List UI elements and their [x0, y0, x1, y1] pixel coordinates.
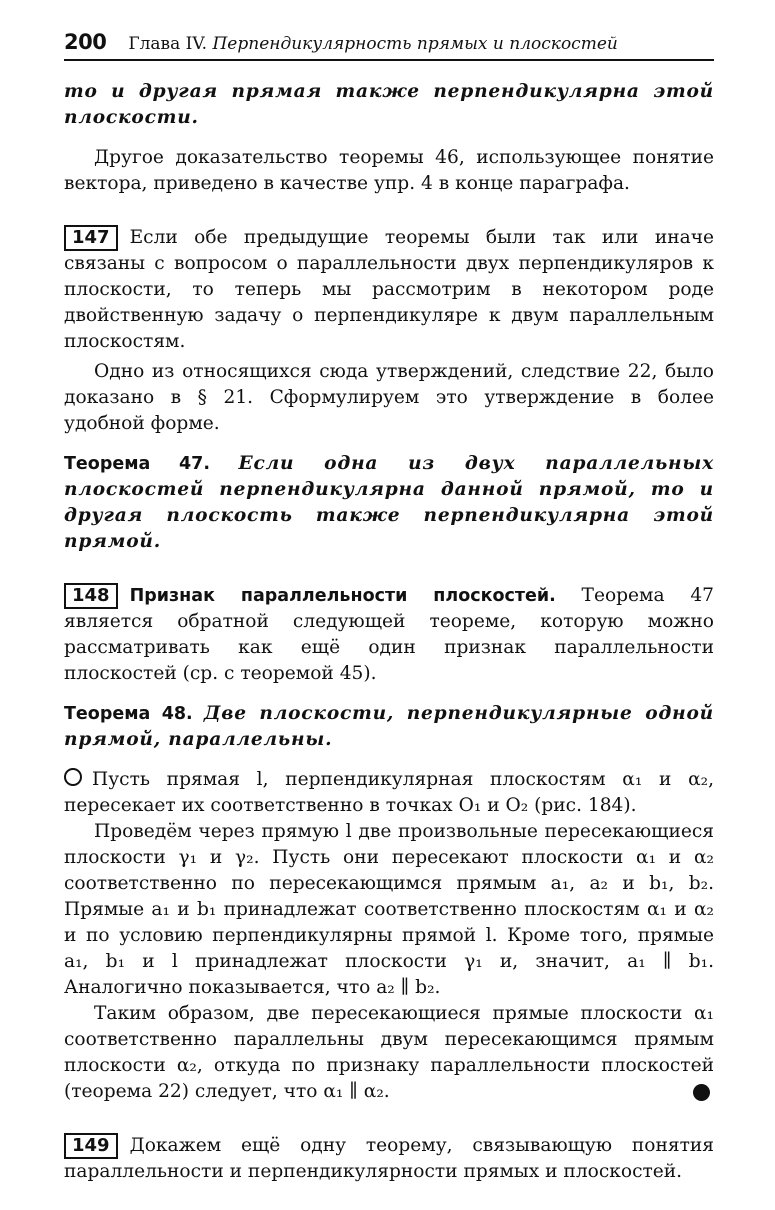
theorem-48 [64, 701, 714, 753]
proof-paragraph-1 [64, 767, 714, 819]
alt-proof-paragraph: Другое доказательство теоремы 46, использующее понятие вектора, приведено в качестве упр. 4 в конце параграфа. [64, 147, 714, 194]
book-page [64, 30, 714, 1185]
chapter-title: Перпендикулярность прямых и плоскостей [212, 34, 618, 54]
section-147-text2: Одно из относящихся сюда утверждений, следствие 22, было доказано в § 21. Сформулируем это утверждение в более удобной форме. [64, 361, 714, 434]
section-148-title: Признак параллельности плоскостей. [129, 586, 556, 606]
intro-paragraph: то и другая прямая также перпендикулярна этой плоскости. [64, 81, 714, 128]
proof-text-1: Пусть прямая l, перпендикулярная плоскостям α₁ и α₂, пересекает их соответственно в точках O₁ и O₂ (рис. 184). [64, 769, 714, 816]
theorem-47-text: Если одна из двух параллельных плоскостей перпендикулярна данной прямой, то и другая плоскость также перпендикулярна этой прямой. [64, 453, 715, 552]
theorem-47-label: Теорема 47. [64, 454, 210, 474]
section-147 [64, 225, 714, 355]
proof-paragraph-3: Таким образом, две пересекающиеся прямые плоскости α₁ соответственно параллельны двум пересекающимся прямым плоскости α₂, откуда по признаку параллельности плоскостей (теорема 22) следует, что α₁ ∥ α₂. [64, 1003, 714, 1102]
section-149 [64, 1133, 714, 1185]
page-number: 200 [64, 30, 107, 54]
proof-paragraph-2: Проведём через прямую l две произвольные пересекающиеся плоскости γ₁ и γ₂. Пусть они пересекают плоскости α₁ и α₂ соответственно по пересекающимся прямым a₁, a₂ и b₁, b₂. Прямые a₁ и b₁ принадлежат соответственно плоскостям α₁ и α₂ и по условию перпендикулярны прямой l. Кроме того, прямые a₁, b₁ и l принадлежат плоскости γ₁ и, значит, a₁ ∥ b₁. Аналогично показывается, что a₂ ∥ b₂. [64, 821, 714, 998]
proof-start-icon [64, 768, 82, 786]
theorem-48-text: Две плоскости, перпендикулярные одной прямой, параллельны. [64, 703, 714, 750]
section-148 [64, 583, 714, 687]
theorem-47 [64, 451, 714, 555]
chapter-heading [128, 34, 617, 54]
proof-paragraph-3-wrap [64, 1001, 714, 1105]
running-header [64, 30, 714, 61]
theorem-48-label: Теорема 48. [64, 704, 193, 724]
section-148-text: Теорема 47 является обратной следующей теореме, которую можно рассматривать как ещё один признак параллельности плоскостей (ср. с теоремой 45). [64, 585, 714, 684]
section-149-text: Докажем ещё одну теорему, связывающую понятия параллельности и перпендикулярности прямых и плоскостей. [64, 1135, 714, 1182]
section-number-147: 147 [64, 225, 118, 251]
section-147-text: Если обе предыдущие теоремы были так или иначе связаны с вопросом о параллельности двух перпендикуляров к плоскости, то теперь мы рассмотрим в некотором роде двойственную задачу о перпендикуляре к двум параллельным плоскостям. [64, 227, 714, 352]
proof-end-icon [693, 1084, 710, 1101]
chapter-label: Глава IV. [128, 34, 208, 54]
section-number-149: 149 [64, 1133, 118, 1159]
section-number-148: 148 [64, 583, 118, 609]
